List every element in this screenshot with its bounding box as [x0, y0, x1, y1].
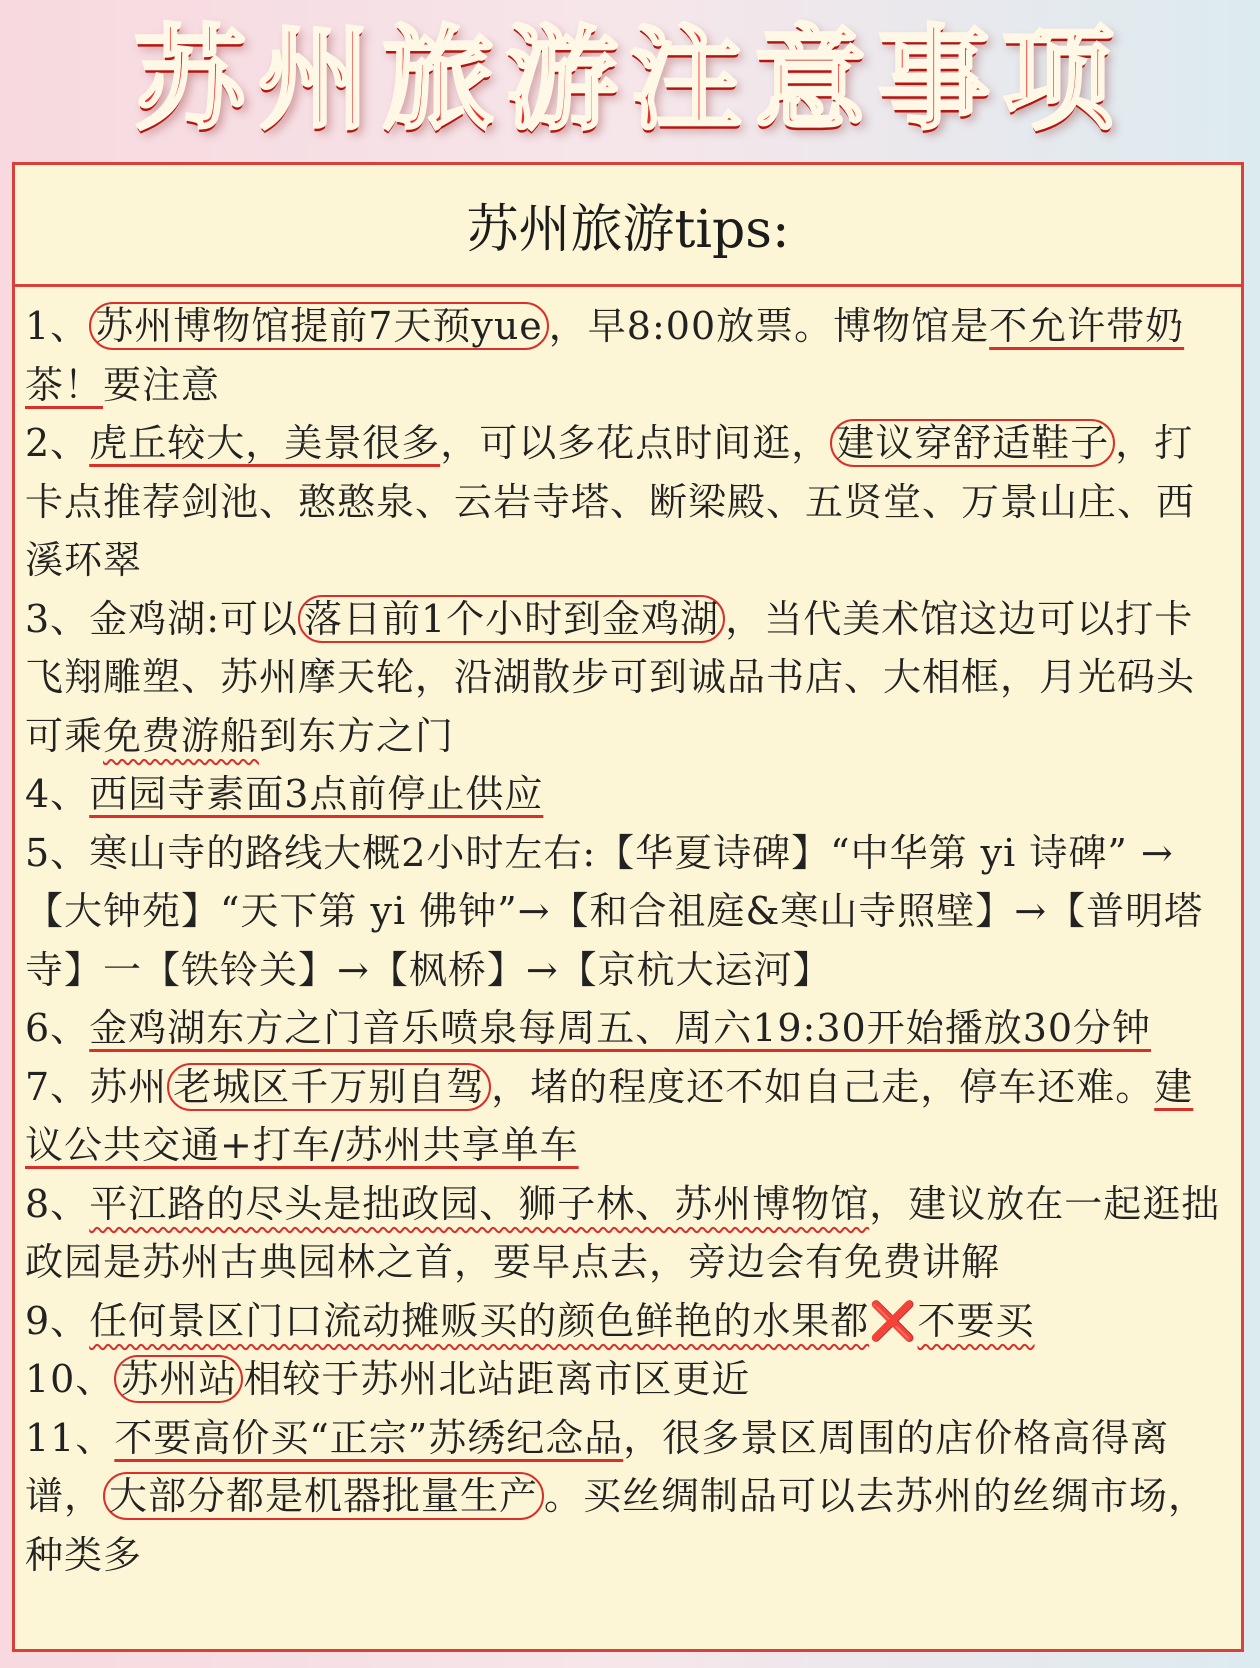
tip-text: 苏州	[89, 1064, 168, 1109]
tips-list	[15, 287, 1241, 1584]
tip-text: ，堵的程度还不如自己走，停车还难。	[491, 1064, 1155, 1109]
tip-text: 寒山寺的路线大概2小时左右:【华夏诗碑】“中华第 yi 诗碑” →【大钟苑】“天下第 yi 佛钟”→【和合祖庭&寒山寺照壁】→【普明塔寺】一【铁铃关】→【枫桥】→【京杭大运河】	[25, 830, 1204, 992]
underlined-highlight: 不允许带奶茶！	[25, 304, 1185, 407]
tip-number: 11、	[25, 1415, 115, 1460]
tip-text: 到东方之门	[259, 713, 455, 758]
tip-text: ，建议放在一起逛拙政园是苏州古典园林之首，要早点去，旁边会有免费讲解	[25, 1181, 1221, 1284]
wavy-highlight: 平江路的尽头是拙政园、狮子林、苏州博物馆	[89, 1181, 870, 1226]
circled-highlight: 建议穿舒适鞋子	[830, 419, 1115, 467]
tip-number: 9、	[25, 1298, 90, 1343]
cross-icon: ❌	[869, 1297, 918, 1343]
circled-highlight: 苏州站	[114, 1355, 243, 1403]
page-title: 苏州旅游注意事项	[134, 15, 1126, 145]
wavy-highlight: 不要买	[917, 1298, 1035, 1343]
tip-number: 5、	[25, 830, 90, 875]
wavy-highlight: 任何景区门口流动摊贩买的颜色鲜艳的水果都	[89, 1298, 870, 1343]
card-subtitle: 苏州旅游tips:	[466, 200, 790, 260]
tip-number: 10、	[25, 1357, 115, 1401]
tip-text: 金鸡湖:可以	[89, 596, 298, 641]
tip-number: 2、	[25, 421, 90, 465]
circled-highlight: 落日前1个小时到金鸡湖	[298, 595, 725, 643]
tip-text: ，很多景区周围的店价格高得离谱，	[25, 1415, 1170, 1518]
tip-item	[25, 1409, 1227, 1585]
tip-item	[25, 999, 1227, 1058]
underlined-highlight: 建议公共交通+打车/苏州共享单车	[25, 1064, 1194, 1167]
tip-item	[25, 1175, 1227, 1292]
tip-item	[25, 824, 1227, 1000]
tip-item	[25, 1292, 1227, 1351]
tip-text: 。买丝绸制品可以去苏州的丝绸市场，种类多	[25, 1474, 1208, 1577]
circled-highlight: 老城区千万别自驾	[167, 1063, 491, 1111]
tips-card	[12, 162, 1244, 1652]
tip-text: ，打卡点推荐剑池、憨憨泉、云岩寺塔、断梁殿、五贤堂、万景山庄、西溪环翠	[25, 421, 1196, 582]
tip-text: 要注意	[103, 362, 221, 407]
tip-number: 1、	[25, 304, 90, 348]
tip-number: 4、	[25, 772, 90, 816]
subtitle-row	[15, 165, 1241, 287]
title-band	[0, 0, 1260, 160]
tip-item	[25, 1350, 1227, 1409]
tip-text: ，早8:00放票。博物馆是	[548, 304, 990, 348]
tip-item	[25, 414, 1227, 590]
tip-item	[25, 590, 1227, 766]
tip-number: 3、	[25, 596, 90, 641]
underlined-highlight: 金鸡湖东方之门音乐喷泉每周五、周六19:30开始播放30分钟	[89, 1006, 1152, 1050]
tip-text: ，当代美术馆这边可以打卡飞翔雕塑、苏州摩天轮，沿湖散步可到诚品书店、大相框，月光码头可乘	[25, 596, 1196, 758]
underlined-highlight: 虎丘较大，美景很多	[89, 421, 441, 465]
underlined-highlight: 西园寺素面3点前停止供应	[89, 772, 544, 816]
tip-text: 相较于苏州北站距离市区更近	[243, 1357, 751, 1401]
tip-item	[25, 297, 1227, 414]
tip-number: 8、	[25, 1181, 90, 1226]
wavy-highlight: 免费游船	[103, 713, 260, 758]
tip-number: 6、	[25, 1006, 90, 1050]
circled-highlight: 大部分都是机器批量生产	[103, 1472, 544, 1520]
tip-item	[25, 765, 1227, 824]
tip-number: 7、	[25, 1064, 90, 1109]
tip-item	[25, 1058, 1227, 1175]
underlined-highlight: 不要高价买“正宗”苏绣纪念品	[114, 1415, 624, 1460]
tip-text: ，可以多花点时间逛，	[440, 421, 831, 465]
circled-highlight: 苏州博物馆提前7天预yue	[89, 302, 549, 350]
